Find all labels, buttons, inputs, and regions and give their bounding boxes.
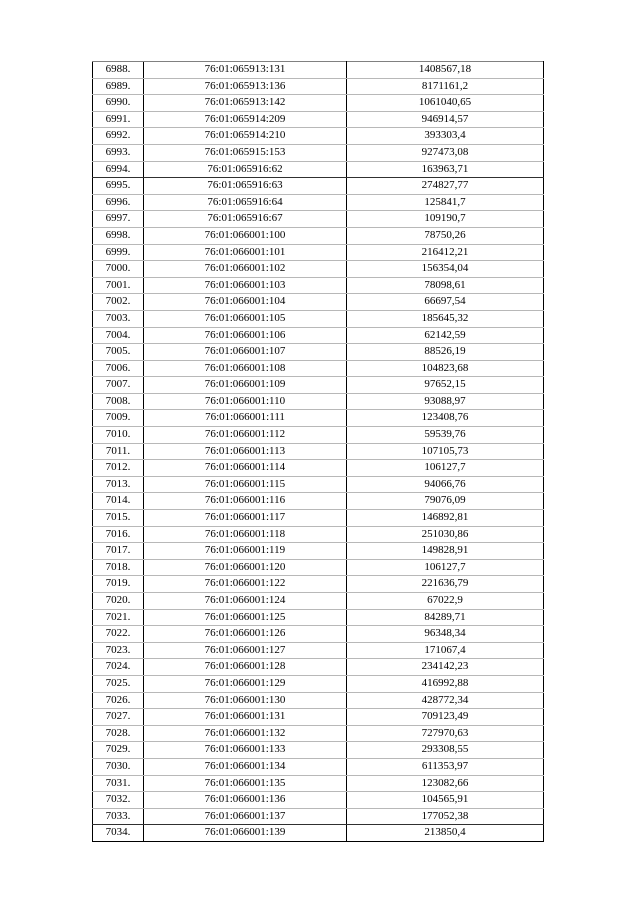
cadastral-number-cell: 76:01:066001:110 xyxy=(144,393,347,410)
row-number-cell: 7024. xyxy=(93,659,144,676)
table-row xyxy=(93,725,544,742)
cadastral-number-cell: 76:01:066001:137 xyxy=(144,808,347,825)
table-body xyxy=(93,62,544,842)
row-number-cell: 6995. xyxy=(93,178,144,195)
cadastral-number-cell: 76:01:066001:125 xyxy=(144,609,347,626)
table-row xyxy=(93,825,544,842)
row-number-cell: 7031. xyxy=(93,775,144,792)
cadastral-value-cell: 78098,61 xyxy=(347,277,544,294)
cadastral-number-cell: 76:01:065913:131 xyxy=(144,62,347,79)
cadastral-value-cell: 59539,76 xyxy=(347,427,544,444)
table-row xyxy=(93,377,544,394)
cadastral-number-cell: 76:01:066001:116 xyxy=(144,493,347,510)
row-number-cell: 7014. xyxy=(93,493,144,510)
cadastral-number-cell: 76:01:066001:131 xyxy=(144,709,347,726)
cadastral-number-cell: 76:01:066001:135 xyxy=(144,775,347,792)
table-row xyxy=(93,775,544,792)
cadastral-number-cell: 76:01:066001:127 xyxy=(144,642,347,659)
row-number-cell: 7013. xyxy=(93,476,144,493)
cadastral-value-cell: 416992,88 xyxy=(347,675,544,692)
cadastral-number-cell: 76:01:066001:113 xyxy=(144,443,347,460)
cadastral-number-cell: 76:01:066001:115 xyxy=(144,476,347,493)
table-row xyxy=(93,476,544,493)
row-number-cell: 7005. xyxy=(93,344,144,361)
row-number-cell: 7032. xyxy=(93,792,144,809)
cadastral-value-cell: 123082,66 xyxy=(347,775,544,792)
table-row xyxy=(93,493,544,510)
cadastral-number-cell: 76:01:066001:107 xyxy=(144,344,347,361)
table-row xyxy=(93,410,544,427)
table-row xyxy=(93,161,544,178)
cadastral-value-cell: 221636,79 xyxy=(347,576,544,593)
row-number-cell: 7033. xyxy=(93,808,144,825)
cadastral-value-cell: 1408567,18 xyxy=(347,62,544,79)
cadastral-value-cell: 109190,7 xyxy=(347,211,544,228)
table-row xyxy=(93,62,544,79)
cadastral-value-table xyxy=(92,61,544,842)
cadastral-value-cell: 146892,81 xyxy=(347,510,544,527)
table-row xyxy=(93,360,544,377)
table-row xyxy=(93,543,544,560)
table-row xyxy=(93,211,544,228)
row-number-cell: 7027. xyxy=(93,709,144,726)
cadastral-number-cell: 76:01:066001:130 xyxy=(144,692,347,709)
cadastral-number-cell: 76:01:065913:136 xyxy=(144,78,347,95)
cadastral-number-cell: 76:01:066001:108 xyxy=(144,360,347,377)
cadastral-value-cell: 927473,08 xyxy=(347,144,544,161)
cadastral-value-cell: 104823,68 xyxy=(347,360,544,377)
cadastral-number-cell: 76:01:065916:63 xyxy=(144,178,347,195)
cadastral-value-cell: 727970,63 xyxy=(347,725,544,742)
cadastral-value-cell: 125841,7 xyxy=(347,194,544,211)
table-row xyxy=(93,593,544,610)
cadastral-value-cell: 107105,73 xyxy=(347,443,544,460)
cadastral-number-cell: 76:01:065916:64 xyxy=(144,194,347,211)
cadastral-number-cell: 76:01:065916:62 xyxy=(144,161,347,178)
cadastral-value-cell: 79076,09 xyxy=(347,493,544,510)
cadastral-value-cell: 97652,15 xyxy=(347,377,544,394)
cadastral-value-cell: 163963,71 xyxy=(347,161,544,178)
row-number-cell: 7018. xyxy=(93,559,144,576)
table-row xyxy=(93,443,544,460)
table-row xyxy=(93,576,544,593)
cadastral-value-cell: 274827,77 xyxy=(347,178,544,195)
cadastral-value-cell: 123408,76 xyxy=(347,410,544,427)
table-row xyxy=(93,559,544,576)
table-row xyxy=(93,460,544,477)
table-row xyxy=(93,178,544,195)
table-row xyxy=(93,78,544,95)
table-row xyxy=(93,526,544,543)
cadastral-value-cell: 66697,54 xyxy=(347,294,544,311)
cadastral-value-cell: 428772,34 xyxy=(347,692,544,709)
row-number-cell: 7016. xyxy=(93,526,144,543)
row-number-cell: 7011. xyxy=(93,443,144,460)
cadastral-number-cell: 76:01:066001:111 xyxy=(144,410,347,427)
cadastral-value-cell: 213850,4 xyxy=(347,825,544,842)
cadastral-number-cell: 76:01:066001:117 xyxy=(144,510,347,527)
row-number-cell: 6991. xyxy=(93,111,144,128)
row-number-cell: 6994. xyxy=(93,161,144,178)
cadastral-value-cell: 216412,21 xyxy=(347,244,544,261)
row-number-cell: 7015. xyxy=(93,510,144,527)
row-number-cell: 7022. xyxy=(93,626,144,643)
table-row xyxy=(93,277,544,294)
cadastral-value-cell: 293308,55 xyxy=(347,742,544,759)
cadastral-number-cell: 76:01:066001:133 xyxy=(144,742,347,759)
cadastral-value-cell: 84289,71 xyxy=(347,609,544,626)
cadastral-number-cell: 76:01:066001:128 xyxy=(144,659,347,676)
row-number-cell: 7028. xyxy=(93,725,144,742)
table-row xyxy=(93,758,544,775)
cadastral-value-cell: 185645,32 xyxy=(347,310,544,327)
cadastral-number-cell: 76:01:066001:119 xyxy=(144,543,347,560)
row-number-cell: 7017. xyxy=(93,543,144,560)
table-row xyxy=(93,675,544,692)
cadastral-value-cell: 93088,97 xyxy=(347,393,544,410)
table-row xyxy=(93,642,544,659)
row-number-cell: 7003. xyxy=(93,310,144,327)
row-number-cell: 7026. xyxy=(93,692,144,709)
cadastral-value-cell: 8171161,2 xyxy=(347,78,544,95)
cadastral-number-cell: 76:01:066001:101 xyxy=(144,244,347,261)
cadastral-value-cell: 393303,4 xyxy=(347,128,544,145)
cadastral-value-cell: 177052,38 xyxy=(347,808,544,825)
cadastral-number-cell: 76:01:066001:132 xyxy=(144,725,347,742)
row-number-cell: 6990. xyxy=(93,95,144,112)
cadastral-number-cell: 76:01:066001:120 xyxy=(144,559,347,576)
table-row xyxy=(93,792,544,809)
cadastral-number-cell: 76:01:065915:153 xyxy=(144,144,347,161)
cadastral-number-cell: 76:01:066001:114 xyxy=(144,460,347,477)
row-number-cell: 7007. xyxy=(93,377,144,394)
row-number-cell: 7025. xyxy=(93,675,144,692)
row-number-cell: 7002. xyxy=(93,294,144,311)
table-row xyxy=(93,692,544,709)
table-row xyxy=(93,327,544,344)
table-row xyxy=(93,427,544,444)
row-number-cell: 7010. xyxy=(93,427,144,444)
row-number-cell: 7006. xyxy=(93,360,144,377)
cadastral-number-cell: 76:01:066001:124 xyxy=(144,593,347,610)
row-number-cell: 7009. xyxy=(93,410,144,427)
row-number-cell: 7004. xyxy=(93,327,144,344)
cadastral-number-cell: 76:01:066001:106 xyxy=(144,327,347,344)
table-row xyxy=(93,111,544,128)
cadastral-number-cell: 76:01:066001:112 xyxy=(144,427,347,444)
cadastral-number-cell: 76:01:066001:139 xyxy=(144,825,347,842)
cadastral-number-cell: 76:01:066001:103 xyxy=(144,277,347,294)
cadastral-value-cell: 171067,4 xyxy=(347,642,544,659)
cadastral-value-cell: 156354,04 xyxy=(347,261,544,278)
cadastral-value-cell: 251030,86 xyxy=(347,526,544,543)
cadastral-value-cell: 106127,7 xyxy=(347,460,544,477)
row-number-cell: 7030. xyxy=(93,758,144,775)
table-row xyxy=(93,244,544,261)
row-number-cell: 6993. xyxy=(93,144,144,161)
row-number-cell: 7019. xyxy=(93,576,144,593)
cadastral-number-cell: 76:01:066001:118 xyxy=(144,526,347,543)
row-number-cell: 7000. xyxy=(93,261,144,278)
cadastral-value-cell: 104565,91 xyxy=(347,792,544,809)
row-number-cell: 7029. xyxy=(93,742,144,759)
row-number-cell: 6988. xyxy=(93,62,144,79)
row-number-cell: 6989. xyxy=(93,78,144,95)
cadastral-number-cell: 76:01:066001:126 xyxy=(144,626,347,643)
row-number-cell: 7034. xyxy=(93,825,144,842)
row-number-cell: 6992. xyxy=(93,128,144,145)
table-row xyxy=(93,227,544,244)
cadastral-value-cell: 88526,19 xyxy=(347,344,544,361)
table-row xyxy=(93,808,544,825)
row-number-cell: 7021. xyxy=(93,609,144,626)
table-row xyxy=(93,626,544,643)
row-number-cell: 7008. xyxy=(93,393,144,410)
cadastral-number-cell: 76:01:065913:142 xyxy=(144,95,347,112)
cadastral-number-cell: 76:01:066001:136 xyxy=(144,792,347,809)
cadastral-value-cell: 149828,91 xyxy=(347,543,544,560)
row-number-cell: 6997. xyxy=(93,211,144,228)
cadastral-number-cell: 76:01:066001:134 xyxy=(144,758,347,775)
cadastral-value-cell: 1061040,65 xyxy=(347,95,544,112)
cadastral-number-cell: 76:01:066001:129 xyxy=(144,675,347,692)
cadastral-number-cell: 76:01:066001:122 xyxy=(144,576,347,593)
cadastral-value-cell: 67022,9 xyxy=(347,593,544,610)
cadastral-value-cell: 78750,26 xyxy=(347,227,544,244)
cadastral-number-cell: 76:01:066001:109 xyxy=(144,377,347,394)
cadastral-number-cell: 76:01:065914:210 xyxy=(144,128,347,145)
table-row xyxy=(93,609,544,626)
table-row xyxy=(93,344,544,361)
table-row xyxy=(93,294,544,311)
cadastral-number-cell: 76:01:066001:102 xyxy=(144,261,347,278)
row-number-cell: 6996. xyxy=(93,194,144,211)
table-row xyxy=(93,709,544,726)
table-row xyxy=(93,194,544,211)
cadastral-value-cell: 96348,34 xyxy=(347,626,544,643)
cadastral-number-cell: 76:01:065914:209 xyxy=(144,111,347,128)
table-row xyxy=(93,659,544,676)
table-row xyxy=(93,95,544,112)
row-number-cell: 7023. xyxy=(93,642,144,659)
cadastral-value-cell: 709123,49 xyxy=(347,709,544,726)
row-number-cell: 6998. xyxy=(93,227,144,244)
row-number-cell: 7020. xyxy=(93,593,144,610)
cadastral-number-cell: 76:01:066001:100 xyxy=(144,227,347,244)
cadastral-value-cell: 94066,76 xyxy=(347,476,544,493)
cadastral-value-cell: 62142,59 xyxy=(347,327,544,344)
table-row xyxy=(93,128,544,145)
cadastral-value-cell: 946914,57 xyxy=(347,111,544,128)
table-row xyxy=(93,310,544,327)
cadastral-value-cell: 234142,23 xyxy=(347,659,544,676)
row-number-cell: 7001. xyxy=(93,277,144,294)
cadastral-value-cell: 106127,7 xyxy=(347,559,544,576)
table-row xyxy=(93,510,544,527)
table-row xyxy=(93,393,544,410)
table-row xyxy=(93,261,544,278)
row-number-cell: 6999. xyxy=(93,244,144,261)
table-row xyxy=(93,144,544,161)
cadastral-value-cell: 611353,97 xyxy=(347,758,544,775)
table-row xyxy=(93,742,544,759)
cadastral-number-cell: 76:01:066001:104 xyxy=(144,294,347,311)
cadastral-number-cell: 76:01:066001:105 xyxy=(144,310,347,327)
cadastral-number-cell: 76:01:065916:67 xyxy=(144,211,347,228)
row-number-cell: 7012. xyxy=(93,460,144,477)
